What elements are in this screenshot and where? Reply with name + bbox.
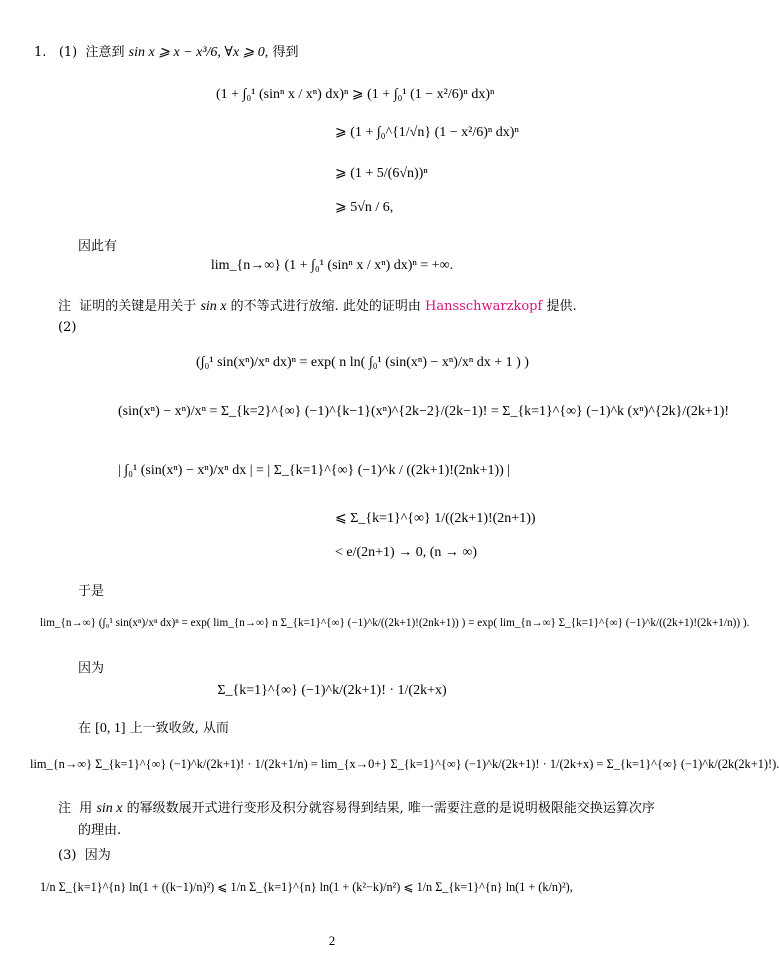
part-3-line (58, 844, 111, 863)
chain-line-3: ⩾ (1 + 5/(6√n))ⁿ (335, 166, 428, 181)
note2-sinx: sin x (96, 801, 123, 816)
note2-text-a: 用 (79, 801, 93, 816)
part-label-2: (2) (58, 320, 77, 335)
eq4: lim_{n→∞} Σ_{k=1}^{∞} (−1)^k/(2k+1)! · 1/(2k+1/n) = lim_{x→0+} Σ_{k=1}^{∞} (−1)^k/(2k+1)! · 1/(2k+x) = Σ_{k=1}^{∞} (−1)^k/(2k(2k+1)!). (30, 757, 779, 771)
eq2-line-1: (∫₀¹ sin(xⁿ)/xⁿ dx)ⁿ = exp( n ln( ∫₀¹ (sin(xⁿ) − xⁿ)/xⁿ dx + 1 ) ) (196, 355, 529, 370)
contributor-name: Hansschwarzkopf (425, 299, 543, 314)
problem-number: 1. (34, 45, 47, 60)
part-label-3: (3) (58, 848, 77, 863)
note-text-c: 提供. (546, 299, 577, 314)
series: Σ_{k=1}^{∞} (−1)^k/(2k+1)! · 1/(2k+x) (217, 683, 447, 698)
uniform-a: 在 (78, 721, 92, 736)
note-1 (58, 295, 577, 315)
part-label-1: (1) (58, 45, 78, 60)
note-label: 注 (58, 299, 72, 314)
note-text-b: 的不等式进行放缩. 此处的证明由 (230, 299, 421, 314)
intro-text: 注意到 (85, 45, 125, 60)
note-sinx: sin x (200, 299, 227, 314)
note-text-a: 证明的关键是用关于 (79, 299, 197, 314)
uniform-line (78, 717, 229, 737)
eq2-line-2: (sin(xⁿ) − xⁿ)/xⁿ = Σ_{k=2}^{∞} (−1)^{k−1}(xⁿ)^{2k−2}/(2k−1)! = Σ_{k=1}^{∞} (−1)^k (xⁿ)^{2k}/(2k+1)! (118, 404, 730, 419)
note2-label: 注 (58, 801, 72, 816)
uniform-b: 上一致收敛, 从而 (129, 721, 229, 736)
eq2-line-3: | ∫₀¹ (sin(xⁿ) − xⁿ)/xⁿ dx | = | Σ_{k=1}^{∞} (−1)^k / ((2k+1)!(2nk+1)) | (118, 463, 511, 478)
eq2-line-5: < e/(2n+1) → 0, (n → ∞) (335, 545, 478, 560)
eq2-line-4: ⩽ Σ_{k=1}^{∞} 1/((2k+1)!(2n+1)) (335, 511, 536, 526)
note2-text-c: 的理由. (78, 823, 122, 838)
chain-line-1: (1 + ∫₀¹ (sinⁿ x / xⁿ) dx)ⁿ ⩾ (1 + ∫₀¹ (1 − x²/6)ⁿ dx)ⁿ (216, 87, 495, 102)
eq5: 1/n Σ_{k=1}^{n} ln(1 + ((k−1)/n)²) ⩽ 1/n Σ_{k=1}^{n} ln(1 + (k²−k)/n²) ⩽ 1/n Σ_{k=1}^{n} ln(1 + (k/n)²), (40, 880, 573, 894)
note2-text-b: 的幂级数展开式进行变形及积分就容易得到结果, 唯一需要注意的是说明极限能交换运算次序 (126, 801, 655, 816)
chain-line-2: ⩾ (1 + ∫₀^{1/√n} (1 − x²/6)ⁿ dx)ⁿ (335, 125, 519, 140)
therefore-text: 因此有 (78, 239, 118, 254)
limit-1: lim_{n→∞} (1 + ∫₀¹ (sinⁿ x / xⁿ) dx)ⁿ = +∞. (210, 258, 454, 273)
problem-line-1 (34, 41, 298, 61)
get-text: 得到 (272, 45, 299, 60)
because-text: 因为 (78, 661, 105, 676)
part3-because: 因为 (84, 848, 111, 863)
inequality: sin x ⩾ x − x³/6, ∀x ⩾ 0, (128, 45, 269, 60)
interval: [0, 1] (95, 721, 126, 736)
hence-text: 于是 (78, 584, 105, 599)
eq3: lim_{n→∞} (∫₀¹ sin(xⁿ)/xⁿ dx)ⁿ = exp( lim_{n→∞} n Σ_{k=1}^{∞} (−1)^k/((2k+1)!(2nk+1)) ) = exp( lim_{n→∞} Σ_{k=1}^{∞} (−1)^k/((2k+1)!(2k+1/n)) ). (40, 617, 750, 629)
page-number: 2 (328, 933, 336, 948)
note-2 (58, 797, 655, 817)
chain-line-4: ⩾ 5√n / 6, (335, 200, 394, 215)
